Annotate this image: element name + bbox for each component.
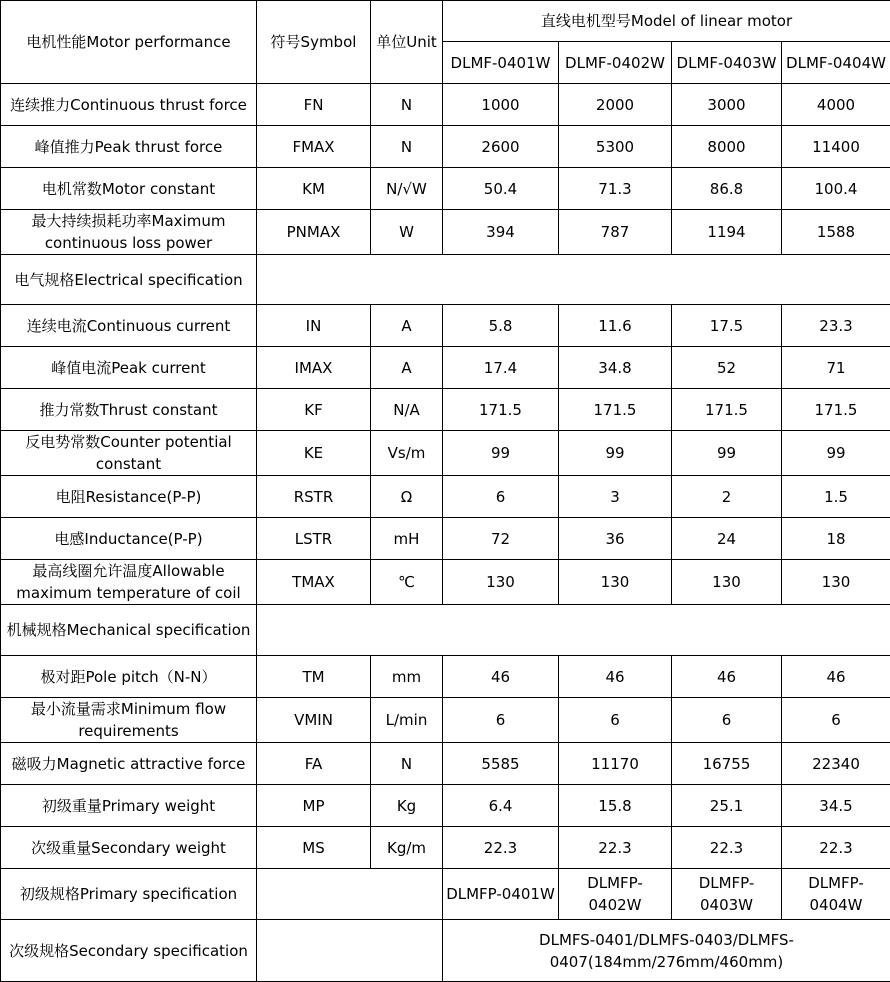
primary-spec-value: DLMFP-0401W bbox=[443, 869, 559, 920]
row-symbol: FN bbox=[257, 84, 371, 126]
row-label: 连续推力Continuous thrust force bbox=[1, 84, 257, 126]
header-performance: 电机性能Motor performance bbox=[1, 1, 257, 84]
section-electrical-title: 电气规格Electrical specification bbox=[1, 255, 257, 305]
table-row bbox=[1, 656, 890, 698]
table-row bbox=[1, 305, 890, 347]
row-value: 1.5 bbox=[782, 476, 890, 518]
row-unit: N bbox=[371, 743, 443, 785]
primary-spec-value: DLMFP-0402W bbox=[559, 869, 672, 920]
row-symbol: IN bbox=[257, 305, 371, 347]
row-value: 171.5 bbox=[672, 389, 782, 431]
row-value: 17.4 bbox=[443, 347, 559, 389]
row-value: 394 bbox=[443, 210, 559, 255]
row-value: 6 bbox=[559, 698, 672, 743]
row-value: 25.1 bbox=[672, 785, 782, 827]
table-row bbox=[1, 518, 890, 560]
row-value: 5.8 bbox=[443, 305, 559, 347]
row-label: 最高线圈允许温度Allowable maximum temperature of coil bbox=[1, 560, 257, 605]
row-unit: N/A bbox=[371, 389, 443, 431]
row-label: 电阻Resistance(P-P) bbox=[1, 476, 257, 518]
row-value: 52 bbox=[672, 347, 782, 389]
row-symbol: TMAX bbox=[257, 560, 371, 605]
table-row bbox=[1, 84, 890, 126]
secondary-spec-empty-cell bbox=[257, 920, 443, 982]
row-value: 11400 bbox=[782, 126, 890, 168]
table-row bbox=[1, 431, 890, 476]
section-mechanical-title: 机械规格Mechanical specification bbox=[1, 605, 257, 656]
table-row bbox=[1, 785, 890, 827]
row-value: 36 bbox=[559, 518, 672, 560]
row-value: 6 bbox=[443, 476, 559, 518]
row-symbol: KE bbox=[257, 431, 371, 476]
row-value: 11170 bbox=[559, 743, 672, 785]
table-row bbox=[1, 560, 890, 605]
row-value: 22340 bbox=[782, 743, 890, 785]
primary-spec-value: DLMFP-0403W bbox=[672, 869, 782, 920]
row-value: 71 bbox=[782, 347, 890, 389]
row-unit: A bbox=[371, 305, 443, 347]
row-value: 72 bbox=[443, 518, 559, 560]
row-label: 次级重量Secondary weight bbox=[1, 827, 257, 869]
row-value: 130 bbox=[782, 560, 890, 605]
row-value: 46 bbox=[672, 656, 782, 698]
row-unit: L/min bbox=[371, 698, 443, 743]
row-symbol: FMAX bbox=[257, 126, 371, 168]
row-unit: A bbox=[371, 347, 443, 389]
row-value: 50.4 bbox=[443, 168, 559, 210]
row-value: 34.8 bbox=[559, 347, 672, 389]
row-value: 5300 bbox=[559, 126, 672, 168]
secondary-spec-value: DLMFS-0401/DLMFS-0403/DLMFS-0407(184mm/276mm/460mm) bbox=[443, 920, 890, 982]
row-label: 电机常数Motor constant bbox=[1, 168, 257, 210]
row-label: 反电势常数Counter potential constant bbox=[1, 431, 257, 476]
row-value: 6 bbox=[672, 698, 782, 743]
section-empty-cell bbox=[257, 255, 890, 305]
primary-spec-label: 初级规格Primary specification bbox=[1, 869, 257, 920]
row-label: 峰值推力Peak thrust force bbox=[1, 126, 257, 168]
row-value: 1588 bbox=[782, 210, 890, 255]
row-label: 最小流量需求Minimum flow requirements bbox=[1, 698, 257, 743]
header-model: DLMF-0401W bbox=[443, 42, 559, 84]
row-value: 71.3 bbox=[559, 168, 672, 210]
row-value: 23.3 bbox=[782, 305, 890, 347]
table-row bbox=[1, 827, 890, 869]
row-label: 初级重量Primary weight bbox=[1, 785, 257, 827]
row-value: 24 bbox=[672, 518, 782, 560]
row-value: 5585 bbox=[443, 743, 559, 785]
row-unit: N/√W bbox=[371, 168, 443, 210]
row-value: 22.3 bbox=[443, 827, 559, 869]
row-symbol: PNMAX bbox=[257, 210, 371, 255]
row-value: 130 bbox=[559, 560, 672, 605]
row-value: 4000 bbox=[782, 84, 890, 126]
row-value: 6.4 bbox=[443, 785, 559, 827]
row-value: 171.5 bbox=[559, 389, 672, 431]
row-value: 787 bbox=[559, 210, 672, 255]
row-unit: ℃ bbox=[371, 560, 443, 605]
header-model: DLMF-0404W bbox=[782, 42, 890, 84]
row-symbol: MP bbox=[257, 785, 371, 827]
row-unit: Kg bbox=[371, 785, 443, 827]
row-label: 最大持续损耗功率Maximum continuous loss power bbox=[1, 210, 257, 255]
row-unit: N bbox=[371, 84, 443, 126]
table-row bbox=[1, 347, 890, 389]
row-value: 99 bbox=[443, 431, 559, 476]
table-row bbox=[1, 698, 890, 743]
row-value: 130 bbox=[672, 560, 782, 605]
row-unit: Vs/m bbox=[371, 431, 443, 476]
header-symbol: 符号Symbol bbox=[257, 1, 371, 84]
row-value: 99 bbox=[782, 431, 890, 476]
row-value: 86.8 bbox=[672, 168, 782, 210]
row-label: 极对距Pole pitch（N-N） bbox=[1, 656, 257, 698]
row-symbol: MS bbox=[257, 827, 371, 869]
primary-spec-value: DLMFP-0404W bbox=[782, 869, 890, 920]
row-value: 171.5 bbox=[782, 389, 890, 431]
row-value: 99 bbox=[559, 431, 672, 476]
row-value: 2 bbox=[672, 476, 782, 518]
row-unit: mm bbox=[371, 656, 443, 698]
table-row bbox=[1, 743, 890, 785]
row-value: 15.8 bbox=[559, 785, 672, 827]
row-label: 连续电流Continuous current bbox=[1, 305, 257, 347]
row-value: 3 bbox=[559, 476, 672, 518]
header-model: DLMF-0402W bbox=[559, 42, 672, 84]
header-unit: 单位Unit bbox=[371, 1, 443, 84]
row-label: 电感Inductance(P-P) bbox=[1, 518, 257, 560]
row-value: 171.5 bbox=[443, 389, 559, 431]
row-value: 46 bbox=[559, 656, 672, 698]
table-row bbox=[1, 168, 890, 210]
row-value: 18 bbox=[782, 518, 890, 560]
row-value: 6 bbox=[443, 698, 559, 743]
row-value: 1000 bbox=[443, 84, 559, 126]
row-symbol: KF bbox=[257, 389, 371, 431]
row-symbol: RSTR bbox=[257, 476, 371, 518]
row-unit: Kg/m bbox=[371, 827, 443, 869]
primary-spec-empty-cell bbox=[257, 869, 443, 920]
row-symbol: IMAX bbox=[257, 347, 371, 389]
row-value: 130 bbox=[443, 560, 559, 605]
table-row bbox=[1, 389, 890, 431]
row-value: 22.3 bbox=[559, 827, 672, 869]
row-symbol: LSTR bbox=[257, 518, 371, 560]
row-value: 6 bbox=[782, 698, 890, 743]
row-value: 8000 bbox=[672, 126, 782, 168]
row-value: 46 bbox=[782, 656, 890, 698]
row-value: 46 bbox=[443, 656, 559, 698]
row-symbol: VMIN bbox=[257, 698, 371, 743]
row-value: 11.6 bbox=[559, 305, 672, 347]
row-unit: W bbox=[371, 210, 443, 255]
row-label: 峰值电流Peak current bbox=[1, 347, 257, 389]
row-unit: mH bbox=[371, 518, 443, 560]
row-symbol: KM bbox=[257, 168, 371, 210]
row-value: 2600 bbox=[443, 126, 559, 168]
section-empty-cell bbox=[257, 605, 890, 656]
row-label: 推力常数Thrust constant bbox=[1, 389, 257, 431]
row-value: 22.3 bbox=[782, 827, 890, 869]
row-value: 3000 bbox=[672, 84, 782, 126]
row-value: 17.5 bbox=[672, 305, 782, 347]
row-value: 100.4 bbox=[782, 168, 890, 210]
row-value: 22.3 bbox=[672, 827, 782, 869]
table-row bbox=[1, 210, 890, 255]
row-label: 磁吸力Magnetic attractive force bbox=[1, 743, 257, 785]
row-value: 34.5 bbox=[782, 785, 890, 827]
secondary-spec-label: 次级规格Secondary specification bbox=[1, 920, 257, 982]
table-row bbox=[1, 126, 890, 168]
row-unit: Ω bbox=[371, 476, 443, 518]
row-value: 1194 bbox=[672, 210, 782, 255]
table-row bbox=[1, 476, 890, 518]
row-symbol: TM bbox=[257, 656, 371, 698]
row-value: 2000 bbox=[559, 84, 672, 126]
row-unit: N bbox=[371, 126, 443, 168]
header-model-group: 直线电机型号Model of linear motor bbox=[443, 1, 890, 42]
row-value: 99 bbox=[672, 431, 782, 476]
header-model: DLMF-0403W bbox=[672, 42, 782, 84]
row-value: 16755 bbox=[672, 743, 782, 785]
row-symbol: FA bbox=[257, 743, 371, 785]
